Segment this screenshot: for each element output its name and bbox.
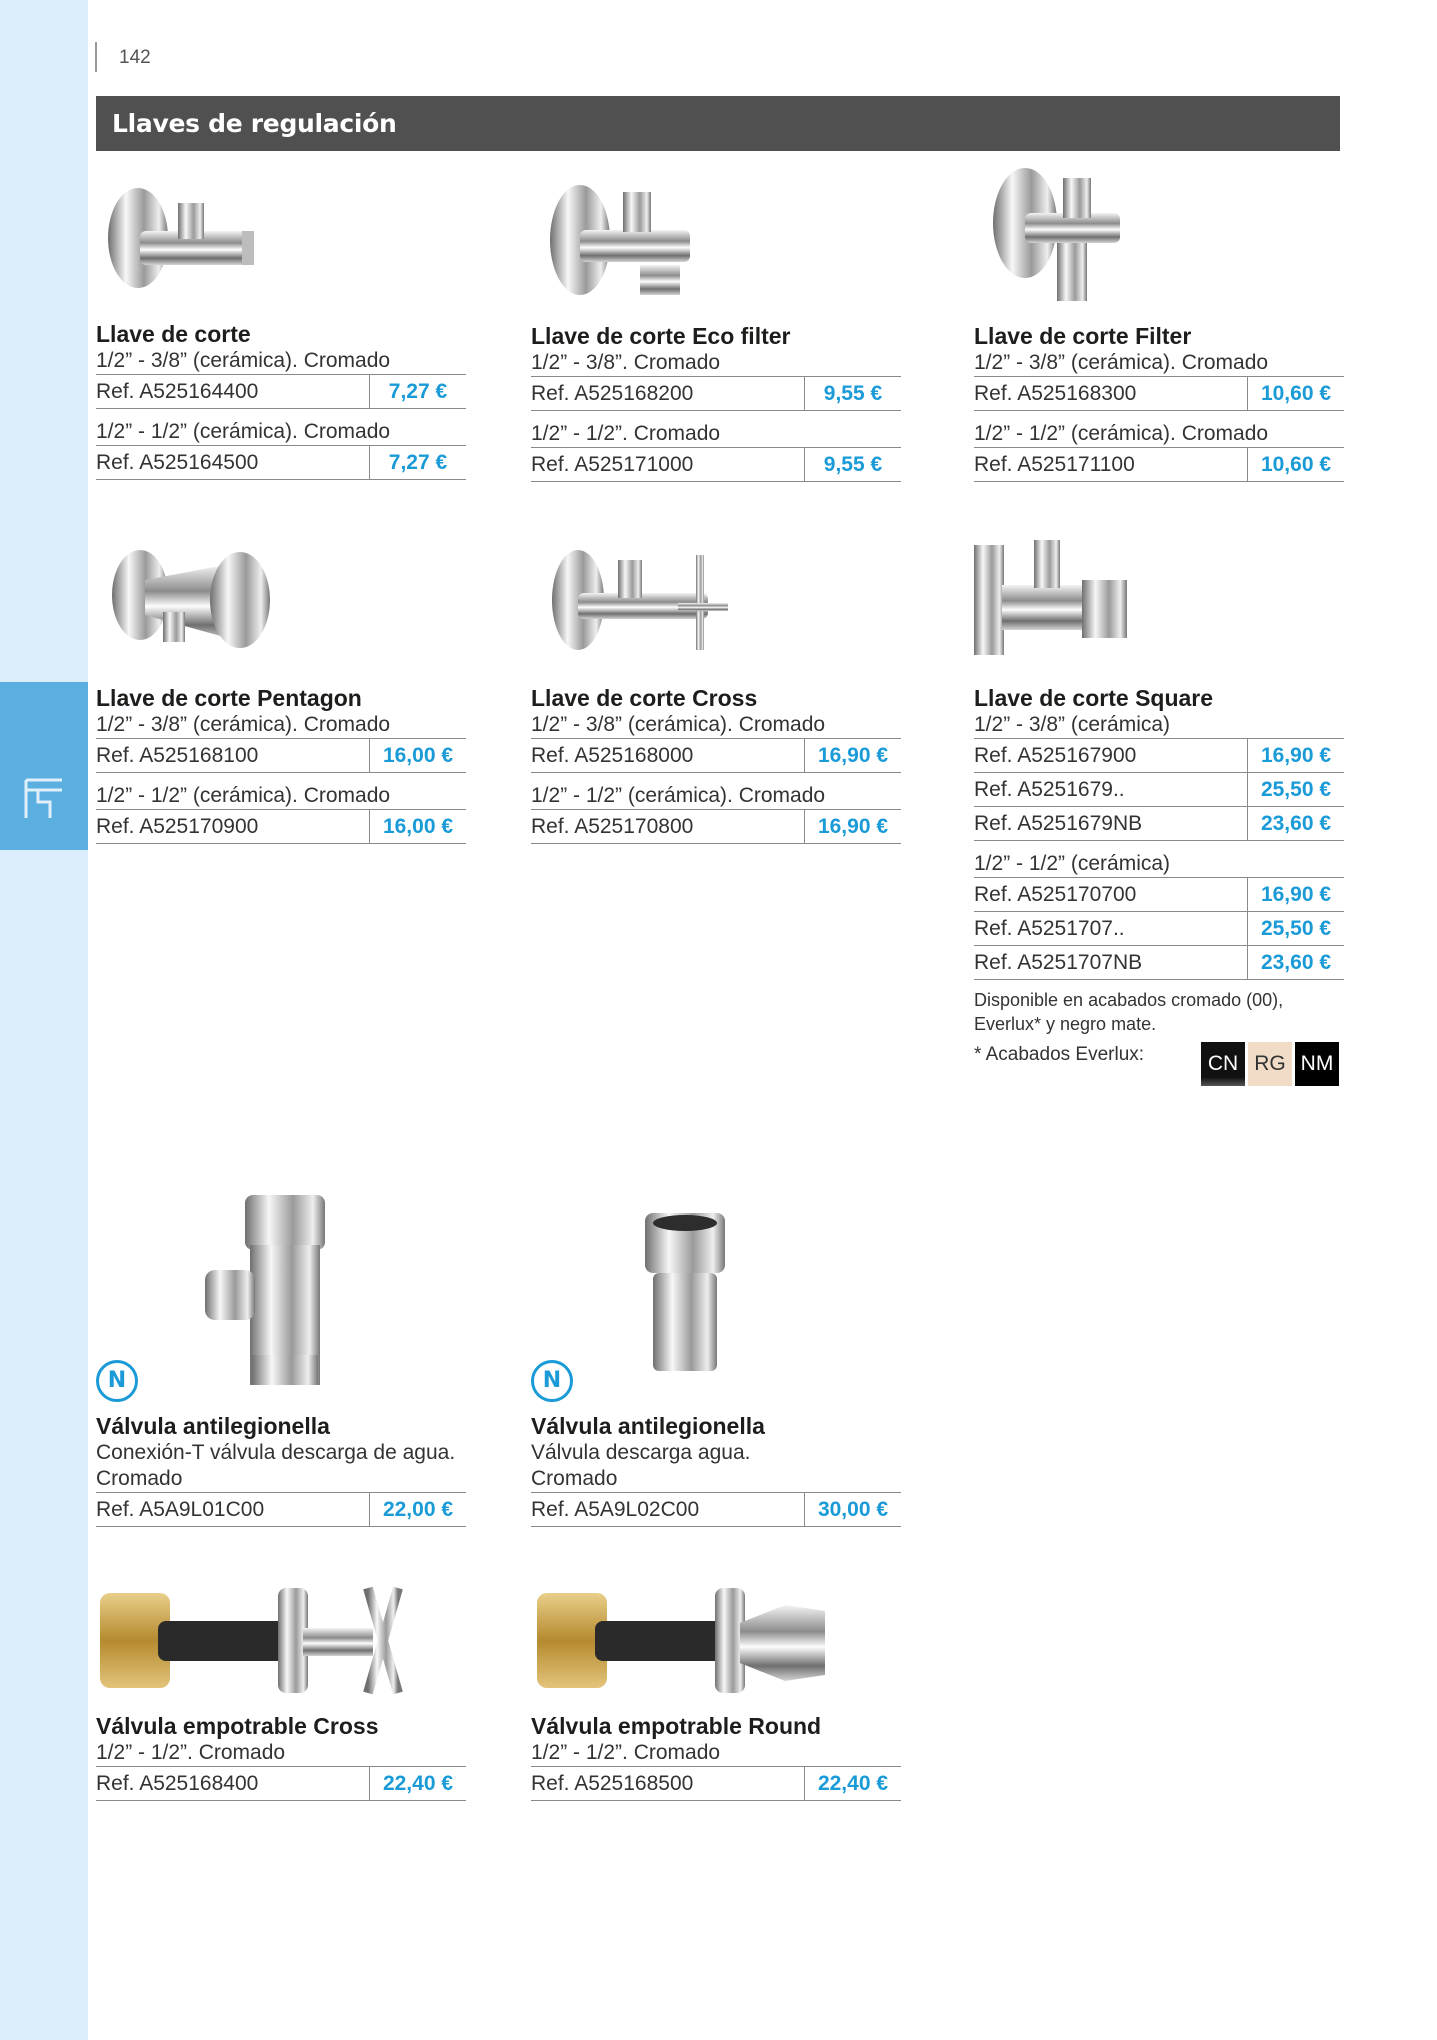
- product-valvula-antilegionella: [531, 1412, 901, 1527]
- product-title: Llave de corte Pentagon: [96, 685, 362, 711]
- price: 7,27 €: [388, 450, 448, 474]
- ref-row: [96, 809, 466, 844]
- note-line: Everlux* y negro mate.: [974, 1014, 1157, 1034]
- ref-row: [974, 376, 1344, 411]
- price: 10,60 €: [1260, 452, 1332, 476]
- swatch-rg: RG: [1248, 1042, 1292, 1086]
- note-line: Disponible en acabados cromado (00),: [974, 990, 1284, 1010]
- product-spec: Cromado: [96, 1467, 183, 1490]
- product-image-empotrable-round: [535, 1583, 835, 1698]
- product-valvula-antilegionella-t: [96, 1412, 466, 1527]
- ref-code: Ref. A525171000: [531, 448, 805, 481]
- product-valvula-empotrable-round: [531, 1712, 901, 1801]
- ref-row: [974, 738, 1344, 773]
- ref-row: [531, 738, 901, 773]
- product-spec: 1/2” - 3/8” (cerámica): [974, 713, 1171, 736]
- product-spec: 1/2” - 1/2” (cerámica): [974, 852, 1171, 875]
- product-spec: Cromado: [531, 1467, 618, 1490]
- price: 25,50 €: [1260, 777, 1332, 801]
- ref-code: Ref. A525168300: [974, 377, 1248, 410]
- ref-code: Ref. A5A9L01C00: [96, 1493, 370, 1526]
- price: 9,55 €: [823, 452, 883, 476]
- product-title: Válvula empotrable Round: [531, 1713, 822, 1739]
- product-title: Llave de corte: [96, 321, 251, 347]
- ref-code: Ref. A525170800: [531, 810, 805, 843]
- product-llave-de-corte-eco-filter: [531, 322, 901, 482]
- price: 23,60 €: [1260, 811, 1332, 835]
- product-llave-de-corte-pentagon: [96, 684, 466, 844]
- ref-row: [531, 376, 901, 411]
- product-title: Válvula antilegionella: [96, 1413, 330, 1439]
- ref-row: [974, 946, 1344, 980]
- new-badge-icon: N: [531, 1360, 573, 1402]
- price: 9,55 €: [823, 381, 883, 405]
- product-title: Llave de corte Filter: [974, 323, 1192, 349]
- ref-code: Ref. A525170700: [974, 878, 1248, 911]
- product-spec: 1/2” - 1/2” (cerámica). Cromado: [974, 422, 1269, 445]
- product-image-filter: [985, 163, 1135, 313]
- ref-code: Ref. A5251679..: [974, 773, 1248, 806]
- product-spec: Válvula descarga agua.: [531, 1441, 751, 1464]
- ref-row: [531, 447, 901, 482]
- product-image-eco-filter: [545, 170, 705, 310]
- product-image-pentagon: [105, 540, 285, 660]
- product-spec: 1/2” - 1/2” (cerámica). Cromado: [531, 784, 826, 807]
- ref-row: [531, 809, 901, 844]
- price: 25,50 €: [1260, 916, 1332, 940]
- product-llave-de-corte-filter: [974, 322, 1344, 482]
- product-spec: 1/2” - 3/8” (cerámica). Cromado: [531, 713, 826, 736]
- ref-code: Ref. A525168500: [531, 1767, 805, 1800]
- product-spec: 1/2” - 3/8” (cerámica). Cromado: [974, 351, 1269, 374]
- price: 16,90 €: [817, 743, 889, 767]
- ref-code: Ref. A5251707NB: [974, 946, 1248, 979]
- product-llave-de-corte-cross: [531, 684, 901, 844]
- ref-row: [96, 445, 466, 480]
- price: 7,27 €: [388, 379, 448, 403]
- page-number: 142: [119, 47, 151, 68]
- ref-row: [96, 374, 466, 409]
- ref-code: Ref. A525164500: [96, 446, 370, 479]
- page-number-divider: [95, 42, 97, 72]
- product-image-cross: [548, 545, 738, 655]
- everlux-finishes: [974, 1042, 1344, 1086]
- product-spec: 1/2” - 1/2” (cerámica). Cromado: [96, 420, 391, 443]
- everlux-label: * Acabados Everlux:: [974, 1044, 1145, 1065]
- ref-row: [96, 1766, 466, 1801]
- price: 16,00 €: [382, 814, 454, 838]
- ref-code: Ref. A525171100: [974, 448, 1248, 481]
- ref-row: [974, 877, 1344, 912]
- section-tab: [0, 682, 88, 850]
- ref-row: [531, 1492, 901, 1527]
- product-image-empotrable-cross: [98, 1583, 418, 1698]
- product-image-square: [972, 530, 1137, 665]
- ref-row: [531, 1766, 901, 1801]
- price: 22,40 €: [382, 1771, 454, 1795]
- product-title: Llave de corte Cross: [531, 685, 758, 711]
- product-spec: 1/2” - 1/2”. Cromado: [531, 422, 721, 445]
- ref-row: [974, 447, 1344, 482]
- product-title: Válvula antilegionella: [531, 1413, 765, 1439]
- ref-code: Ref. A525168400: [96, 1767, 370, 1800]
- price: 16,00 €: [382, 743, 454, 767]
- product-spec: 1/2” - 1/2”. Cromado: [96, 1741, 286, 1764]
- product-llave-de-corte-square: [974, 684, 1344, 1086]
- product-title: Llave de corte Square: [974, 685, 1214, 711]
- price: 10,60 €: [1260, 381, 1332, 405]
- swatch-nm: NM: [1295, 1042, 1339, 1086]
- ref-code: Ref. A525170900: [96, 810, 370, 843]
- product-spec: 1/2” - 3/8” (cerámica). Cromado: [96, 713, 391, 736]
- ref-code: Ref. A5251679NB: [974, 807, 1248, 840]
- section-header: Llaves de regulación: [96, 96, 1340, 151]
- price: 22,00 €: [382, 1497, 454, 1521]
- price: 23,60 €: [1260, 950, 1332, 974]
- product-image-antilegionella: [645, 1213, 725, 1373]
- ref-code: Ref. A525168200: [531, 377, 805, 410]
- price: 30,00 €: [817, 1497, 889, 1521]
- ref-code: Ref. A525168000: [531, 739, 805, 772]
- product-spec: Conexión-T válvula descarga de agua.: [96, 1441, 456, 1464]
- ref-row: [974, 773, 1344, 807]
- product-title: Válvula empotrable Cross: [96, 1713, 379, 1739]
- price: 22,40 €: [817, 1771, 889, 1795]
- ref-code: Ref. A525164400: [96, 375, 370, 408]
- price: 16,90 €: [1260, 882, 1332, 906]
- ref-row: [974, 807, 1344, 841]
- price: 16,90 €: [817, 814, 889, 838]
- product-image-antilegionella-t: [200, 1195, 340, 1395]
- swatch-cn: CN: [1201, 1042, 1245, 1086]
- ref-code: Ref. A5251707..: [974, 912, 1248, 945]
- faucet-icon: [22, 774, 68, 820]
- product-spec: 1/2” - 3/8” (cerámica). Cromado: [96, 349, 391, 372]
- product-image-llave-de-corte: [100, 183, 260, 293]
- price: 16,90 €: [1260, 743, 1332, 767]
- availability-note: [974, 988, 1344, 1036]
- ref-row: [974, 912, 1344, 946]
- side-strip: [0, 0, 88, 2040]
- new-badge-icon: N: [96, 1360, 138, 1402]
- product-spec: 1/2” - 3/8”. Cromado: [531, 351, 721, 374]
- ref-code: Ref. A5A9L02C00: [531, 1493, 805, 1526]
- product-valvula-empotrable-cross: [96, 1712, 466, 1801]
- ref-row: [96, 1492, 466, 1527]
- ref-code: Ref. A525167900: [974, 739, 1248, 772]
- product-title: Llave de corte Eco filter: [531, 323, 791, 349]
- ref-code: Ref. A525168100: [96, 739, 370, 772]
- product-llave-de-corte: [96, 320, 466, 480]
- product-spec: 1/2” - 1/2”. Cromado: [531, 1741, 721, 1764]
- product-spec: 1/2” - 1/2” (cerámica). Cromado: [96, 784, 391, 807]
- ref-row: [96, 738, 466, 773]
